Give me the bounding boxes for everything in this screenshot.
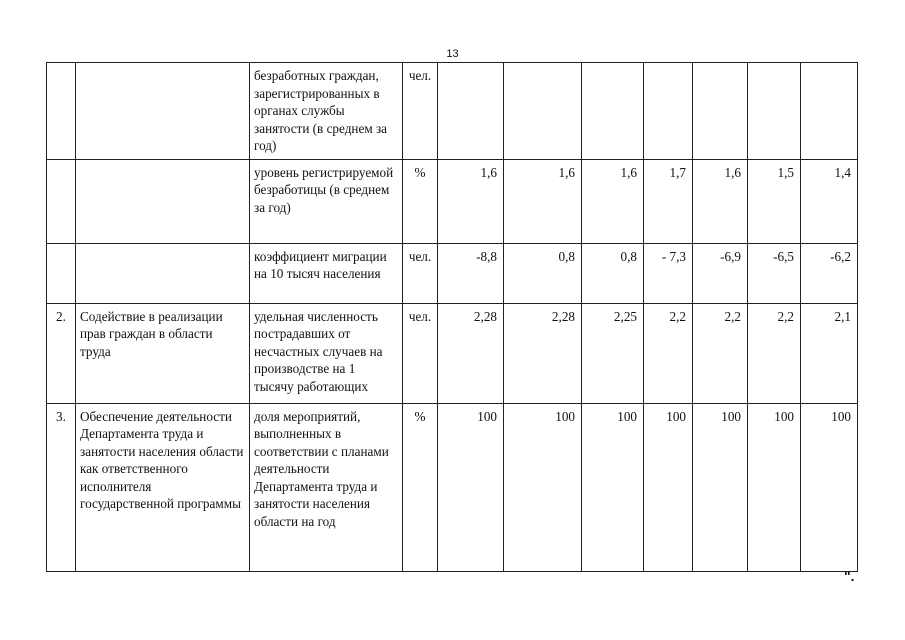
value-cell: -6,5 [748,243,801,303]
value-cell: 1,6 [504,159,582,243]
value-cell: 1,7 [644,159,693,243]
unit-cell: чел. [403,303,438,403]
task-cell [76,159,250,243]
row-number-cell [47,63,76,160]
table-row [47,403,858,571]
value-cell [644,63,693,160]
value-cell: 0,8 [504,243,582,303]
unit-cell: % [403,403,438,571]
indicators-table [46,62,858,572]
value-cell: 2,28 [438,303,504,403]
value-cell: 2,25 [582,303,644,403]
indicator-cell: доля мероприятий, выполненных в соответствии с планами деятельности Департамента труда и занятости населения области на год [250,403,403,571]
value-cell [504,63,582,160]
row-number-cell: 3. [47,403,76,571]
value-cell: 100 [693,403,748,571]
unit-cell: чел. [403,243,438,303]
task-cell [76,63,250,160]
value-cell: 1,6 [693,159,748,243]
task-cell [76,243,250,303]
row-number-cell: 2. [47,303,76,403]
value-cell: 100 [644,403,693,571]
row-number-cell [47,159,76,243]
unit-cell: % [403,159,438,243]
value-cell: -6,9 [693,243,748,303]
indicator-cell: безработных граждан, зарегистрированных в органах службы занятости (в среднем за год) [250,63,403,160]
value-cell [693,63,748,160]
value-cell: - 7,3 [644,243,693,303]
value-cell: 100 [748,403,801,571]
value-cell: 1,6 [438,159,504,243]
task-cell: Содействие в реализации прав граждан в области труда [76,303,250,403]
value-cell: 100 [582,403,644,571]
indicator-cell: удельная численность пострадавших от несчастных случаев на производстве на 1 тысячу работающих [250,303,403,403]
value-cell: 1,4 [801,159,858,243]
table-row [47,243,858,303]
value-cell: -6,2 [801,243,858,303]
table-row [47,63,858,160]
page-number: 13 [446,48,459,60]
row-number-cell [47,243,76,303]
value-cell [438,63,504,160]
indicator-cell: уровень регистрируемой безработицы (в среднем за год) [250,159,403,243]
value-cell: 100 [801,403,858,571]
value-cell: 100 [504,403,582,571]
unit-cell: чел. [403,63,438,160]
value-cell: 2,1 [801,303,858,403]
value-cell: -8,8 [438,243,504,303]
value-cell: 2,2 [693,303,748,403]
closing-quote-mark: ". [844,568,855,584]
indicator-cell: коэффициент миграции на 10 тысяч населения [250,243,403,303]
table-row [47,159,858,243]
value-cell [582,63,644,160]
value-cell: 2,2 [644,303,693,403]
value-cell: 0,8 [582,243,644,303]
value-cell [801,63,858,160]
value-cell: 2,28 [504,303,582,403]
table-row [47,303,858,403]
value-cell: 1,5 [748,159,801,243]
value-cell: 2,2 [748,303,801,403]
value-cell: 1,6 [582,159,644,243]
value-cell [748,63,801,160]
value-cell: 100 [438,403,504,571]
task-cell: Обеспечение деятельности Департамента труда и занятости населения области как ответственного исполнителя государственной программы [76,403,250,571]
